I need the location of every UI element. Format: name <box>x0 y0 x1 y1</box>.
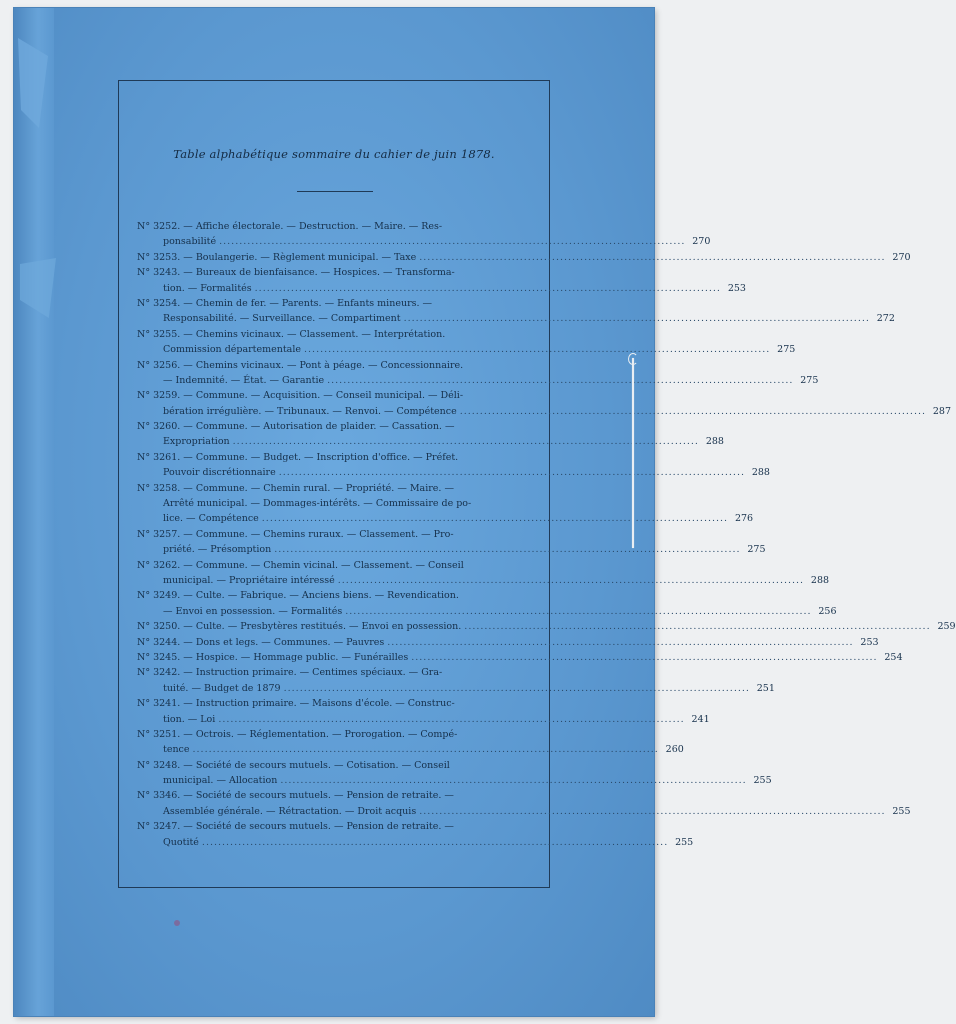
entry-text: N° 3248. — Société de secours mutuels. — Cotisation. — Conseil <box>137 759 450 771</box>
index-entry-line <box>137 558 533 573</box>
dot-leader <box>284 681 750 696</box>
index-entry-line <box>137 296 533 311</box>
page-number: 270 <box>892 251 911 263</box>
index-entry-line <box>137 712 710 727</box>
index-entry <box>137 450 770 481</box>
index-entry-line <box>137 542 766 557</box>
ink-stain <box>174 920 180 926</box>
entry-text: N° 3260. — Commune. — Autorisation de plaider. — Cassation. — <box>137 421 455 433</box>
index-entry-line <box>137 727 533 742</box>
page-number: 253 <box>860 636 879 648</box>
dot-leader <box>387 635 853 650</box>
page-number: 288 <box>705 436 724 448</box>
entry-text: N° 3252. — Affiche électorale. — Destruction. — Maire. — Res- <box>137 221 443 232</box>
entry-text: — Envoi en possession. — Formalités <box>163 605 343 617</box>
page-number: 270 <box>692 236 711 248</box>
dot-leader <box>404 311 870 326</box>
entry-text: ponsabilité <box>163 236 217 248</box>
entry-text: N° 3241. — Instruction primaire. — Maisons d'école. — Construc- <box>137 698 455 710</box>
entry-text: tence <box>163 744 190 756</box>
page-number: 275 <box>777 344 796 356</box>
index-entry <box>137 419 724 450</box>
index-entry-line <box>137 419 533 434</box>
entry-text: Commission départementale <box>163 344 302 356</box>
index-entry-line <box>137 327 533 342</box>
page-number: 275 <box>800 374 819 386</box>
index-entry-line <box>137 619 956 634</box>
entry-text: N° 3255. — Chemins vicinaux. — Classement. — Interprétation. <box>137 328 446 340</box>
dot-leader <box>280 773 746 788</box>
dot-leader <box>279 465 745 480</box>
entry-text: tion. — Loi <box>163 713 216 725</box>
index-entry-line <box>137 804 911 819</box>
index-entry-line <box>137 219 533 234</box>
index-entry-line <box>137 835 694 850</box>
index-entry-line <box>137 588 533 603</box>
page-number: 259 <box>937 621 956 633</box>
index-entry-line <box>137 665 533 680</box>
entry-text: Pouvoir discrétionnaire <box>163 467 276 479</box>
index-heading: Table alphabétique sommaire du cahier de juin 1878. <box>173 147 495 161</box>
index-entry-line <box>137 481 533 496</box>
entry-text: N° 3247. — Société de secours mutuels. — Pension de retraite. — <box>137 821 454 833</box>
index-entry <box>137 758 772 789</box>
page-number: 260 <box>665 744 684 756</box>
page-number: 251 <box>756 682 775 694</box>
cover-spine <box>14 8 54 1016</box>
index-entry <box>137 665 775 696</box>
page-number: 254 <box>884 651 903 663</box>
index-entry <box>137 788 911 819</box>
index-entry-line <box>137 650 903 665</box>
index-entry-line <box>137 573 830 588</box>
dot-leader <box>464 619 930 634</box>
dot-leader <box>304 342 770 357</box>
index-entry-line <box>137 696 533 711</box>
index-entry-line <box>137 742 684 757</box>
index-entry-line <box>137 250 911 265</box>
index-entry-line <box>137 234 711 249</box>
index-entry-line <box>137 404 951 419</box>
page-number: 253 <box>727 282 746 294</box>
entry-text: N° 3244. — Dons et legs. — Communes. — Pauvres <box>137 636 385 648</box>
dot-leader <box>460 404 926 419</box>
index-entry-line <box>137 358 533 373</box>
dot-leader <box>327 373 793 388</box>
index-entry <box>137 635 879 650</box>
page-number: 255 <box>675 836 694 848</box>
dot-leader <box>219 234 685 249</box>
index-entry-line <box>137 681 775 696</box>
entry-text: N° 3249. — Culte. — Fabrique. — Anciens biens. — Revendication. <box>137 590 459 602</box>
entry-text: N° 3262. — Commune. — Chemin vicinal. — Classement. — Conseil <box>137 559 464 571</box>
booklet-cover <box>14 8 956 1016</box>
index-entry <box>137 296 895 327</box>
index-entry <box>137 696 710 727</box>
dot-leader <box>233 434 699 449</box>
entry-text: Assemblée générale. — Rétractation. — Droit acquis <box>163 805 417 817</box>
dot-leader <box>193 742 659 757</box>
index-entry <box>137 327 796 358</box>
entry-text: — Indemnité. — État. — Garantie <box>163 374 325 386</box>
page-number: 241 <box>691 713 710 725</box>
entry-text: bération irrégulière. — Tribunaux. — Renvoi. — Compétence <box>163 405 457 417</box>
heading-rule <box>297 191 373 192</box>
index-entry-line <box>137 635 879 650</box>
entry-text: municipal. — Propriétaire intéressé <box>163 574 335 586</box>
index-entries <box>137 219 956 850</box>
index-entry <box>137 358 819 389</box>
entry-text: Responsabilité. — Surveillance. — Compartiment <box>163 313 401 325</box>
dot-leader <box>202 835 668 850</box>
index-entry <box>137 219 711 250</box>
binding-thread <box>632 358 634 548</box>
index-entry <box>137 527 766 558</box>
index-entry-line <box>137 388 533 403</box>
index-frame <box>118 80 956 888</box>
entry-text: priété. — Présomption <box>163 544 272 556</box>
dot-leader <box>419 250 885 265</box>
entry-text: N° 3242. — Instruction primaire. — Centimes spéciaux. — Gra- <box>137 667 443 679</box>
entry-text: N° 3261. — Commune. — Budget. — Inscription d'office. — Préfet. <box>137 451 459 463</box>
index-entry <box>137 388 951 419</box>
entry-text: tion. — Formalités <box>163 282 252 294</box>
index-entry-line <box>137 496 533 511</box>
dot-leader <box>274 542 740 557</box>
entry-text: N° 3250. — Culte. — Presbytères restitués. — Envoi en possession. <box>137 621 462 633</box>
index-entry-line <box>137 265 533 280</box>
index-entry-line <box>137 604 837 619</box>
index-entry <box>137 650 903 665</box>
page-number: 272 <box>876 313 895 325</box>
entry-text: N° 3256. — Chemins vicinaux. — Pont à péage. — Concessionnaire. <box>137 359 464 371</box>
dot-leader <box>262 511 728 526</box>
index-entry-line <box>137 758 533 773</box>
index-entry-line <box>137 527 533 542</box>
dot-leader <box>411 650 877 665</box>
index-entry <box>137 819 694 850</box>
entry-text: N° 3258. — Commune. — Chemin rural. — Propriété. — Maire. — <box>137 482 454 494</box>
index-entry <box>137 558 830 589</box>
entry-text: N° 3251. — Octrois. — Réglementation. — Prorogation. — Compé- <box>137 728 458 740</box>
entry-text: N° 3346. — Société de secours mutuels. — Pension de retraite. — <box>137 790 454 802</box>
page-number: 288 <box>810 574 830 586</box>
dot-leader <box>255 281 721 296</box>
index-entry-line <box>137 342 796 357</box>
index-entry-line <box>137 511 754 526</box>
index-entry <box>137 727 684 758</box>
index-entry-line <box>137 773 772 788</box>
entry-text: Arrêté municipal. — Dommages-intérêts. — Commissaire de po- <box>163 498 472 510</box>
dot-leader <box>218 712 684 727</box>
index-entry <box>137 250 911 265</box>
dot-leader <box>338 573 804 588</box>
index-entry-line <box>137 450 533 465</box>
index-entry <box>137 481 754 527</box>
page-number: 256 <box>818 605 837 617</box>
index-entry-line <box>137 373 819 388</box>
index-entry-line <box>137 281 746 296</box>
index-entry-line <box>137 434 724 449</box>
page-number: 255 <box>753 775 772 787</box>
page-number: 288 <box>751 467 770 479</box>
entry-text: municipal. — Allocation <box>163 775 278 787</box>
entry-text: Quotité <box>163 836 199 848</box>
entry-text: tuité. — Budget de 1879 <box>163 682 281 694</box>
entry-text: N° 3257. — Commune. — Chemins ruraux. — Classement. — Pro- <box>137 528 454 540</box>
page-number: 255 <box>892 805 911 817</box>
index-entry <box>137 619 956 634</box>
page-number: 287 <box>932 405 951 417</box>
index-entry-line <box>137 788 533 803</box>
page-number: 276 <box>734 513 754 525</box>
entry-text: lice. — Compétence <box>163 513 259 525</box>
dot-leader <box>345 604 811 619</box>
index-entry-line <box>137 819 533 834</box>
entry-text: N° 3245. — Hospice. — Hommage public. — Funérailles <box>137 651 409 663</box>
index-entry-line <box>137 465 770 480</box>
index-entry-line <box>137 311 895 326</box>
entry-text: N° 3254. — Chemin de fer. — Parents. — Enfants mineurs. — <box>137 297 433 309</box>
entry-text: N° 3259. — Commune. — Acquisition. — Conseil municipal. — Déli- <box>137 390 464 402</box>
entry-text: Expropriation <box>163 436 230 448</box>
index-entry <box>137 265 746 296</box>
page-number: 275 <box>747 544 766 556</box>
index-entry <box>137 588 837 619</box>
entry-text: N° 3253. — Boulangerie. — Règlement municipal. — Taxe <box>137 251 417 263</box>
entry-text: N° 3243. — Bureaux de bienfaisance. — Hospices. — Transforma- <box>137 267 455 279</box>
dot-leader <box>419 804 885 819</box>
